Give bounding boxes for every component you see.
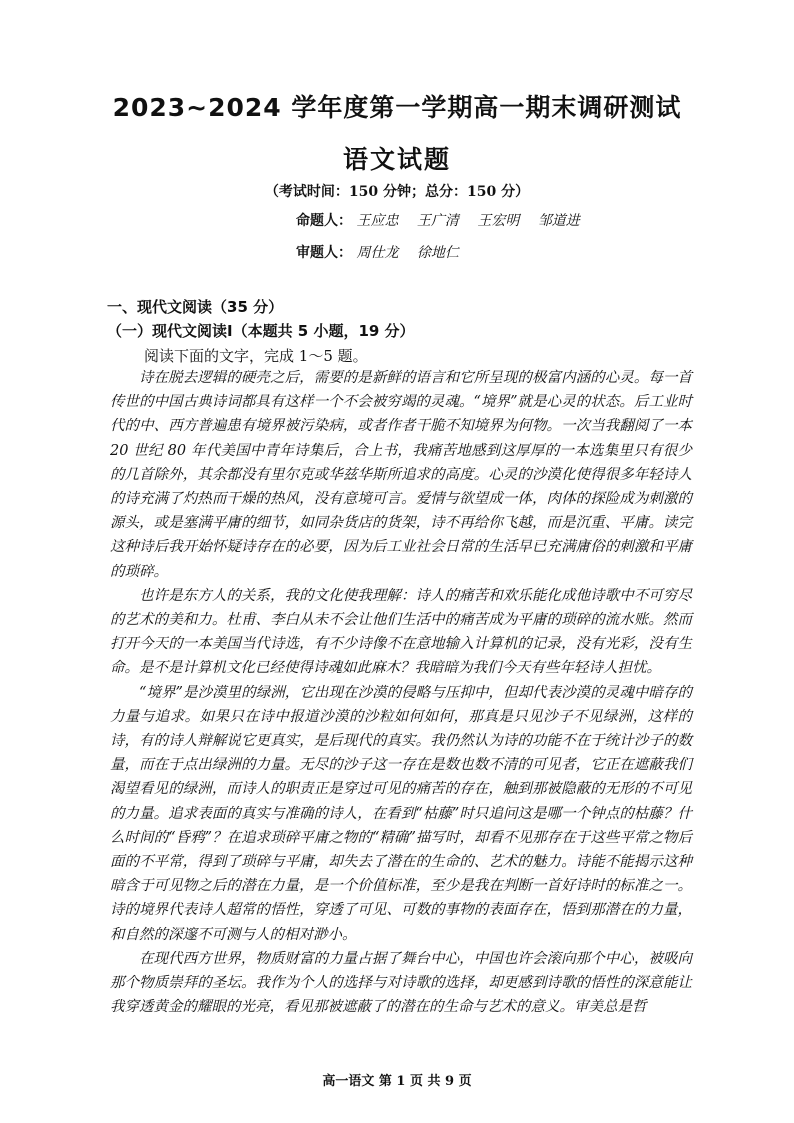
reviewer-name: 周仕龙	[356, 245, 399, 261]
setter-name: 王广清	[416, 213, 459, 229]
exam-time-info: （考试时间：150 分钟；总分：150 分）	[264, 184, 530, 200]
setter-name: 邹道进	[537, 213, 580, 229]
setters-label: 命题人：	[296, 213, 352, 229]
reviewer-name: 徐地仁	[416, 245, 459, 261]
passage-paragraph: 也许是东方人的关系，我的文化使我理解：诗人的痛苦和欢乐能化成他诗歌中不可穷尽的艺术的美和力。杜甫、李白从未不会让他们生活中的痛苦成为平庸的琐碎的流水账。然而打开今天的一本美国当代诗选，有不少诗像不在意地输入计算机的记录，没有光彩，没有生命。是不是计算机文化已经使得诗魂如此麻木？我暗暗为我们今天有些年轻诗人担忧。	[110, 587, 692, 677]
reading-instruction: 阅读下面的文字，完成 1～5 题。	[144, 347, 368, 365]
passage-paragraph: 在现代西方世界，物质财富的力量占据了舞台中心，中国也许会滚向那个中心，被吸向那个物质崇拜的圣坛。我作为个人的选择与对诗歌的选择，却更感到诗歌的悟性的深意能让我穿透黄金的耀眼的光亮，看见那被遮蔽了的潜在的生命与艺术的意义。审美总是哲	[110, 950, 692, 1016]
sub-section-heading: （一）现代文阅读Ⅰ（本题共 5 小题，19 分）	[107, 322, 415, 340]
setter-name: 王宏明	[477, 213, 520, 229]
reviewers-names	[356, 245, 472, 261]
question-setters	[296, 210, 594, 230]
reading-passage	[110, 366, 692, 1019]
reviewers-label: 审题人：	[296, 245, 352, 261]
section-heading: 一、现代文阅读（35 分）	[107, 298, 284, 316]
page-footer: 高一语文 第 1 页 共 9 页	[322, 1074, 472, 1089]
setter-name: 王应忠	[356, 213, 399, 229]
passage-paragraph: 诗在脱去逻辑的硬壳之后，需要的是新鲜的语言和它所呈现的极富内涵的心灵。每一首传世的中国古典诗词都具有这样一个不会被穷竭的灵魂。“境界”就是心灵的状态。后工业时代的中、西方普遍患有境界被污染病，或者作者干脆不知境界为何物。一次当我翻阅了一本 20 世纪 80 年代美国中青年诗集后，合上书，我痛苦地感到这厚厚的一本选集里只有很少的几首除外，其余都没有里尔克或华兹华斯所追求的高度。心灵的沙漠化使得很多年轻诗人的诗充满了灼热而干燥的热风，没有意境可言。爱情与欲望成一体，肉体的探险成为刺激的源头，或是塞满平庸的细节，如同杂货店的货架，诗不再给你飞越，而是沉重、平庸。读完这种诗后我开始怀疑诗存在的必要，因为后工业社会日常的生活早已充满庸俗的刺激和平庸的琐碎。	[110, 370, 692, 580]
setters-names	[356, 213, 593, 229]
passage-paragraph: “境界”是沙漠里的绿洲，它出现在沙漠的侵略与压抑中，但却代表沙漠的灵魂中暗存的力量与追求。如果只在诗中报道沙漠的沙粒如何如何，那真是只见沙子不见绿洲，这样的诗，有的诗人辩解说它更真实，是后现代的真实。我仍然认为诗的功能不在于统计沙子的数量，而在于点出绿洲的力量。无尽的沙子这一存在是数也数不清的可见者，它正在遮蔽我们渴望看见的绿洲，而诗人的职责正是穿过可见的痛苦的存在，触到那被隐蔽的无形的不可见的力量。追求表面的真实与准确的诗人，在看到“枯藤”时只追问这是哪一个钟点的枯藤？什么时间的“昏鸦”？在追求琐碎平庸之物的“精确”描写时，却看不见那存在于这些平常之物后面的不平常，得到了琐碎与平庸，却失去了潜在的生命的、艺术的魅力。诗能不能揭示这种暗含于可见物之后的潜在力量，是一个价值标准，至少是我在判断一首好诗时的标准之一。诗的境界代表诗人超常的悟性，穿透了可见、可数的事物的表面存在，悟到那潜在的力量，和自然的深邃不可测与人的相对渺小。	[110, 684, 692, 943]
exam-subtitle: 语文试题	[342, 145, 451, 174]
exam-title: 2023~2024 学年度第一学期高一期末调研测试	[112, 93, 682, 122]
question-reviewers	[296, 242, 473, 262]
